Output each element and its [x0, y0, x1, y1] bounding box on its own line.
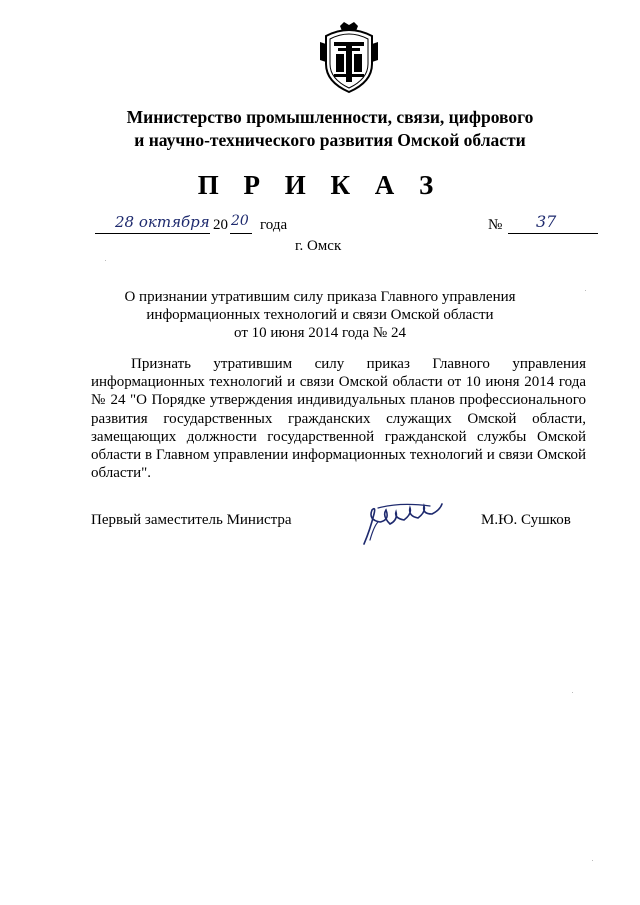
city: г. Омск	[295, 238, 342, 254]
signatory-name: М.Ю. Сушков	[481, 512, 571, 528]
speck	[585, 290, 586, 291]
number-underline	[508, 233, 598, 234]
year-prefix: 20	[213, 217, 228, 233]
subject-line-3: от 10 июня 2014 года № 24	[234, 325, 406, 341]
document-title: П Р И К А З	[197, 170, 443, 200]
handwritten-date: 28 октября	[115, 213, 210, 231]
number-label: №	[488, 217, 503, 233]
date-number-row	[0, 212, 640, 239]
ministry-line-1: Министерство промышленности, связи, цифрового	[126, 107, 534, 127]
order-body-paragraph: Признать утратившим силу приказ Главного управления информационных технологий и связи Омской области от 10 июня 2014 года № 24 "О Порядке утверждения индивидуальных планов профессионального развития государственных гражданских служащих Омской области, замещающих должности государственной гражданской службы Омской области в Главном управлении информационных технологий и связи Омской области".	[91, 356, 586, 482]
speck	[592, 860, 593, 861]
coat-of-arms-icon	[318, 22, 380, 94]
year-suffix: года	[260, 217, 288, 233]
speck	[105, 260, 106, 261]
order-subject	[95, 288, 545, 342]
signatory-position: Первый заместитель Министра	[91, 512, 292, 528]
subject-line-2: информационных технологий и связи Омской области	[146, 307, 494, 323]
subject-line-1: О признании утратившим силу приказа Главного управления	[124, 289, 516, 305]
ministry-name	[60, 106, 600, 152]
handwritten-number: 37	[536, 212, 557, 231]
handwritten-signature	[360, 500, 445, 548]
year-underline	[230, 233, 252, 234]
handwritten-year: 20	[231, 213, 249, 229]
speck	[572, 692, 573, 693]
ministry-line-2: и научно-технического развития Омской области	[134, 130, 526, 150]
date-underline	[95, 233, 210, 234]
